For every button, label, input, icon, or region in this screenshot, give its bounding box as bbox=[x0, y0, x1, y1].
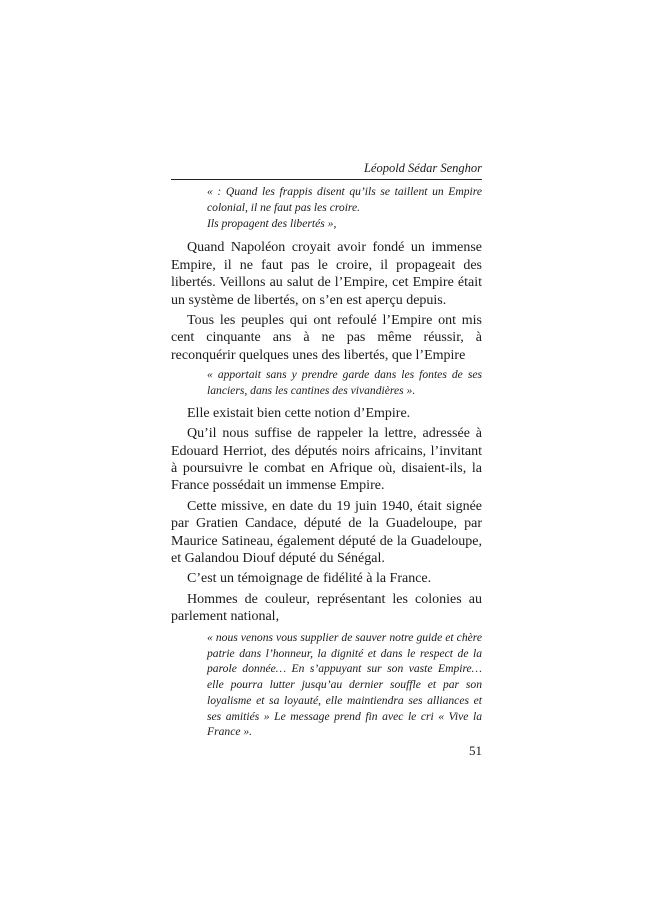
block-quote: « apportait sans y prendre garde dans les fontes de ses lanciers, dans les cantines des vivandières ». bbox=[207, 368, 482, 398]
body-paragraph: Qu’il nous suffise de rappeler la lettre, adressée à Edouard Herriot, des députés noirs africains, l’invitant à poursuivre le combat en Afrique où, disaient-ils, la France possédait un immense Empire. bbox=[171, 426, 482, 494]
body-paragraph: Cette missive, en date du 19 juin 1940, était signée par Gratien Candace, député de la Guadeloupe, par Maurice Satineau, également député de la Guadeloupe, et Galandou Diouf député du Sénégal. bbox=[171, 498, 482, 567]
block-quote bbox=[207, 184, 482, 231]
body-paragraph: Tous les peuples qui ont refoulé l’Empire ont mis cent cinquante ans à ne pas même réussir, à reconquérir quelques unes des libertés, que l’Empire bbox=[171, 313, 482, 363]
running-head: Léopold Sédar Senghor bbox=[171, 160, 482, 180]
body-paragraph: C’est un témoignage de fidélité à la France. bbox=[187, 571, 432, 587]
quote-line: Ils propagent des libertés », bbox=[207, 216, 337, 230]
body-paragraph: Quand Napoléon croyait avoir fondé un immense Empire, il ne faut pas le croire, il propageait des libertés. Veillons au salut de l’Empire, cet Empire était un système de libertés, on s’en est aperçu depuis. bbox=[171, 240, 482, 308]
body-paragraph: Hommes de couleur, représentant les colonies au parlement national, bbox=[171, 591, 482, 625]
block-quote: « nous venons vous supplier de sauver notre guide et chère patrie dans l’honneur, la dignité et dans le respect de la parole donnée… En s’appuyant sur son vaste Empire… elle pourra lutter jusqu’au dernier souffle et par son loyalisme et sa loyauté, elle maintiendra ses alliances et ses amitiés » Le message prend fin avec le cri « Vive la France ». bbox=[207, 630, 482, 739]
page-number: 51 bbox=[469, 743, 482, 758]
quote-line: « : Quand les frappis disent qu’ils se taillent un Empire colonial, il ne faut pas les croire. bbox=[207, 185, 482, 214]
body-paragraph: Elle existait bien cette notion d’Empire. bbox=[187, 405, 411, 421]
book-page bbox=[171, 160, 482, 740]
